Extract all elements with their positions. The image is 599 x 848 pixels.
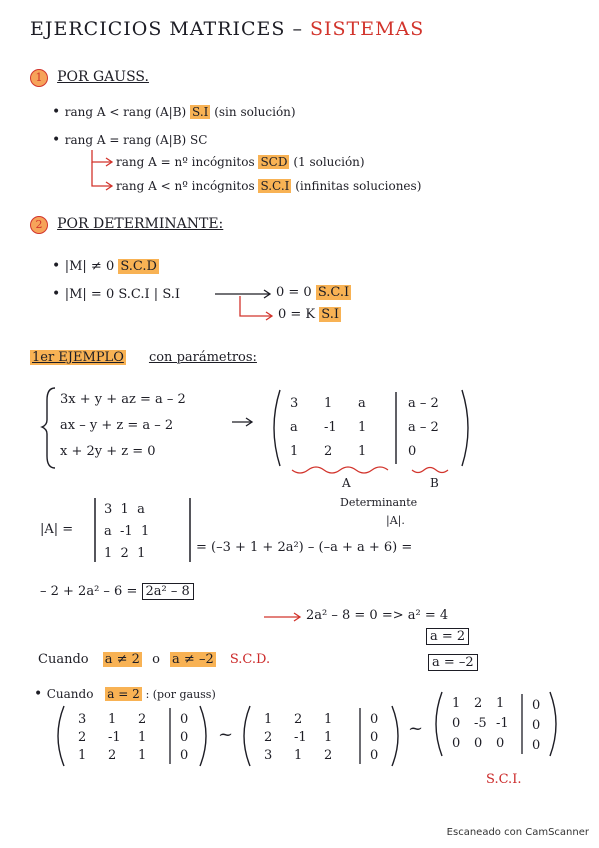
- rule-si: • rang A < rang (A|B) S.I (sin solución): [52, 104, 296, 120]
- matrix-cell: 0: [370, 730, 379, 745]
- matrix-cell: 1: [294, 748, 303, 763]
- matrix-cell: 0: [370, 712, 379, 727]
- title-black: EJERCICIOS MATRICES –: [30, 18, 303, 40]
- matrix-cell: -1: [324, 420, 337, 435]
- det-row: 3 1 a: [104, 502, 145, 517]
- final-result: S.C.I.: [486, 772, 522, 787]
- det-rule-2a: 0 = 0 S.C.I: [276, 285, 350, 300]
- section-number: 1: [30, 69, 48, 87]
- matrix-cell: 0: [452, 716, 461, 731]
- matrix-cell: 0: [474, 736, 483, 751]
- matrix-cell: 0: [532, 718, 541, 733]
- det-row: a -1 1: [104, 524, 150, 539]
- matrix-cell: a: [290, 420, 298, 435]
- matrix-cell: -1: [108, 730, 121, 745]
- arrow-branch-2: [92, 162, 112, 186]
- matrix-cell: 2: [294, 712, 303, 727]
- det-expansion: = (–3 + 1 + 2a²) – (–a + a + 6) =: [196, 540, 413, 555]
- matrix-cell: 0: [532, 738, 541, 753]
- matrix-cell: 2: [324, 748, 333, 763]
- matrix-cell: a – 2: [408, 420, 439, 435]
- section-number: 2: [30, 216, 48, 234]
- det-row: 1 2 1: [104, 546, 146, 561]
- solution-1: a = 2: [426, 628, 469, 645]
- det-rule-1: • |M| ≠ 0 S.C.D: [52, 258, 157, 274]
- matrix-cell: 2: [264, 730, 273, 745]
- page-title: [30, 18, 424, 40]
- matrix-cell: 1: [324, 396, 333, 411]
- det-label: |A| =: [40, 522, 74, 537]
- matrix-cell: 3: [264, 748, 273, 763]
- matrix-cell: 1: [108, 712, 117, 727]
- matrix-cell: 3: [78, 712, 87, 727]
- matrix-cell: 0: [408, 444, 417, 459]
- tilde-1: ~: [218, 724, 234, 745]
- matrix-cell: -1: [294, 730, 307, 745]
- det-note: Determinante: [340, 496, 418, 509]
- det-rule-2b: 0 = K S.I: [278, 307, 339, 322]
- det-result-box: 2a² – 8: [142, 583, 194, 600]
- section-title: POR GAUSS.: [57, 69, 149, 85]
- scanner-watermark: Escaneado con CamScanner: [446, 827, 589, 838]
- matrix-cell: 0: [180, 748, 189, 763]
- det-rule-2: • |M| = 0 S.C.I | S.I: [52, 286, 181, 302]
- matrix-cell: a: [358, 396, 366, 411]
- matrix-cell: 3: [290, 396, 299, 411]
- det-simplify: – 2 + 2a² – 6 = 2a² – 8: [40, 584, 194, 599]
- section-title: POR DETERMINANTE:: [57, 216, 224, 232]
- tilde-2: ~: [408, 718, 424, 739]
- equation-2: ax – y + z = a – 2: [60, 418, 174, 433]
- rule-sc: • rang A = rang (A|B) SC: [52, 132, 208, 148]
- matrix-cell: 1: [358, 444, 367, 459]
- matrix-cell: 1: [496, 696, 505, 711]
- matrix-cell: 1: [290, 444, 299, 459]
- equation-3: x + 2y + z = 0: [60, 444, 156, 459]
- label-b: B: [430, 476, 439, 490]
- det-note-2: |A|.: [386, 514, 405, 527]
- matrix-cell: 1: [264, 712, 273, 727]
- matrix-cell: 2: [324, 444, 333, 459]
- example-heading: 1er EJEMPLO con parámetros:: [32, 350, 257, 365]
- matrix-cell: 1: [358, 420, 367, 435]
- matrix-cell: 0: [180, 712, 189, 727]
- matrix-cell: 0: [452, 736, 461, 751]
- matrix-cell: -5: [474, 716, 487, 731]
- matrix-cell: a – 2: [408, 396, 439, 411]
- solution-2: a = –2: [428, 654, 478, 671]
- title-red: SISTEMAS: [310, 18, 425, 40]
- system-brace: [42, 388, 55, 468]
- equation-1: 3x + y + az = a – 2: [60, 392, 186, 407]
- matrix-cell: 1: [324, 730, 333, 745]
- matrix-cell: 2: [138, 712, 147, 727]
- matrix-cell: 2: [78, 730, 87, 745]
- case-a2: • Cuando a = 2 : (por gauss): [34, 686, 216, 702]
- section-1-heading: [30, 66, 149, 87]
- label-a: A: [342, 476, 351, 490]
- matrix-cell: 1: [78, 748, 87, 763]
- section-2-heading: [30, 213, 223, 234]
- matrix-cell: 0: [532, 698, 541, 713]
- matrix-cell: 2: [474, 696, 483, 711]
- matrix-cell: 0: [370, 748, 379, 763]
- matrix-cell: 1: [138, 748, 147, 763]
- matrix-cell: 2: [108, 748, 117, 763]
- matrix-cell: 0: [180, 730, 189, 745]
- matrix-cell: 1: [452, 696, 461, 711]
- matrix-cell: -1: [496, 716, 509, 731]
- matrix-cell: 1: [324, 712, 333, 727]
- matrix-cell: 0: [496, 736, 505, 751]
- matrix-cell: 1: [138, 730, 147, 745]
- rule-sci: rang A < nº incógnitos S.C.I (infinitas soluciones): [116, 179, 422, 193]
- solve-equation: 2a² – 8 = 0 => a² = 4: [306, 608, 449, 623]
- tag-highlight: S.I: [192, 105, 209, 119]
- rule-scd: rang A = nº incógnitos SCD (1 solución): [116, 155, 365, 169]
- case-scd: Cuando a ≠ 2 o a ≠ –2 S.C.D.: [38, 652, 271, 667]
